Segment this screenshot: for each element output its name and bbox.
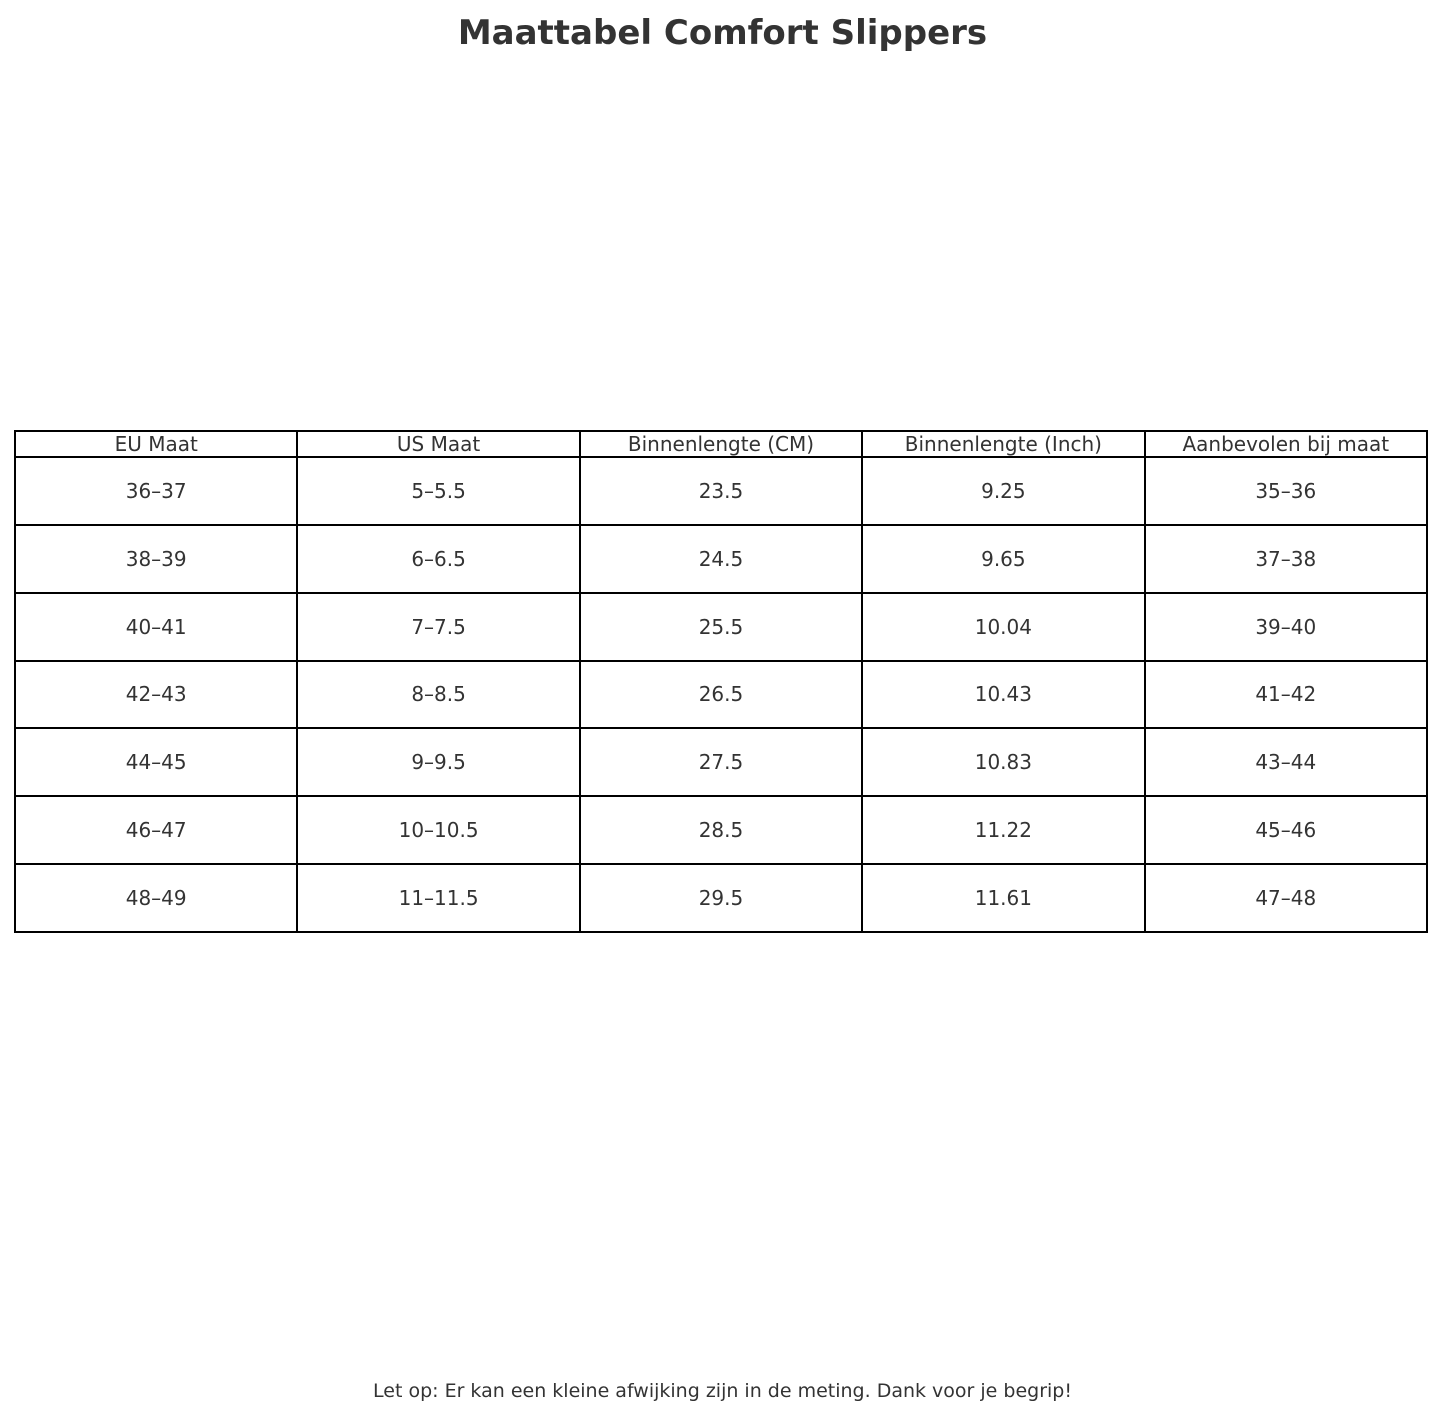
table-cell: 24.5 — [580, 525, 862, 593]
table-cell: 9.65 — [862, 525, 1144, 593]
table-cell: 48–49 — [15, 864, 297, 932]
table-cell: 39–40 — [1145, 593, 1427, 661]
table-cell: 44–45 — [15, 728, 297, 796]
column-header-us-maat: US Maat — [297, 431, 579, 457]
table-row — [15, 431, 1427, 457]
table-row — [15, 525, 1427, 593]
footer-note: Let op: Er kan een kleine afwijking zijn in de meting. Dank voor je begrip! — [373, 1380, 1072, 1402]
table-cell: 23.5 — [580, 457, 862, 525]
table-cell: 35–36 — [1145, 457, 1427, 525]
table-row — [15, 864, 1427, 932]
table-cell: 10.83 — [862, 728, 1144, 796]
table-cell: 27.5 — [580, 728, 862, 796]
table-cell: 8–8.5 — [297, 661, 579, 729]
table-cell: 6–6.5 — [297, 525, 579, 593]
page-title: Maattabel Comfort Slippers — [457, 13, 988, 53]
table-row — [15, 796, 1427, 864]
table-body — [15, 457, 1427, 932]
column-header-eu-maat: EU Maat — [15, 431, 297, 457]
table-cell: 11.22 — [862, 796, 1144, 864]
table-cell: 25.5 — [580, 593, 862, 661]
table-cell: 9.25 — [862, 457, 1144, 525]
table-header-row — [15, 431, 1427, 457]
column-header-binnenlengte-inch: Binnenlengte (Inch) — [862, 431, 1144, 457]
table-cell: 40–41 — [15, 593, 297, 661]
table-row — [15, 457, 1427, 525]
table-cell: 36–37 — [15, 457, 297, 525]
table-row — [15, 593, 1427, 661]
table-cell: 11.61 — [862, 864, 1144, 932]
table-cell: 10–10.5 — [297, 796, 579, 864]
table-cell: 45–46 — [1145, 796, 1427, 864]
column-header-binnenlengte-cm: Binnenlengte (CM) — [580, 431, 862, 457]
table-cell: 10.04 — [862, 593, 1144, 661]
table-cell: 41–42 — [1145, 661, 1427, 729]
table-cell: 46–47 — [15, 796, 297, 864]
table-cell: 28.5 — [580, 796, 862, 864]
table-cell: 11–11.5 — [297, 864, 579, 932]
column-header-aanbevolen-bij-maat: Aanbevolen bij maat — [1145, 431, 1427, 457]
table-cell: 29.5 — [580, 864, 862, 932]
table-cell: 7–7.5 — [297, 593, 579, 661]
table-row — [15, 661, 1427, 729]
table-cell: 10.43 — [862, 661, 1144, 729]
table-cell: 9–9.5 — [297, 728, 579, 796]
table-cell: 43–44 — [1145, 728, 1427, 796]
table-cell: 38–39 — [15, 525, 297, 593]
table-row — [15, 728, 1427, 796]
table-cell: 47–48 — [1145, 864, 1427, 932]
size-chart-table — [14, 430, 1428, 933]
table-cell: 42–43 — [15, 661, 297, 729]
table-cell: 26.5 — [580, 661, 862, 729]
table-cell: 37–38 — [1145, 525, 1427, 593]
table-cell: 5–5.5 — [297, 457, 579, 525]
